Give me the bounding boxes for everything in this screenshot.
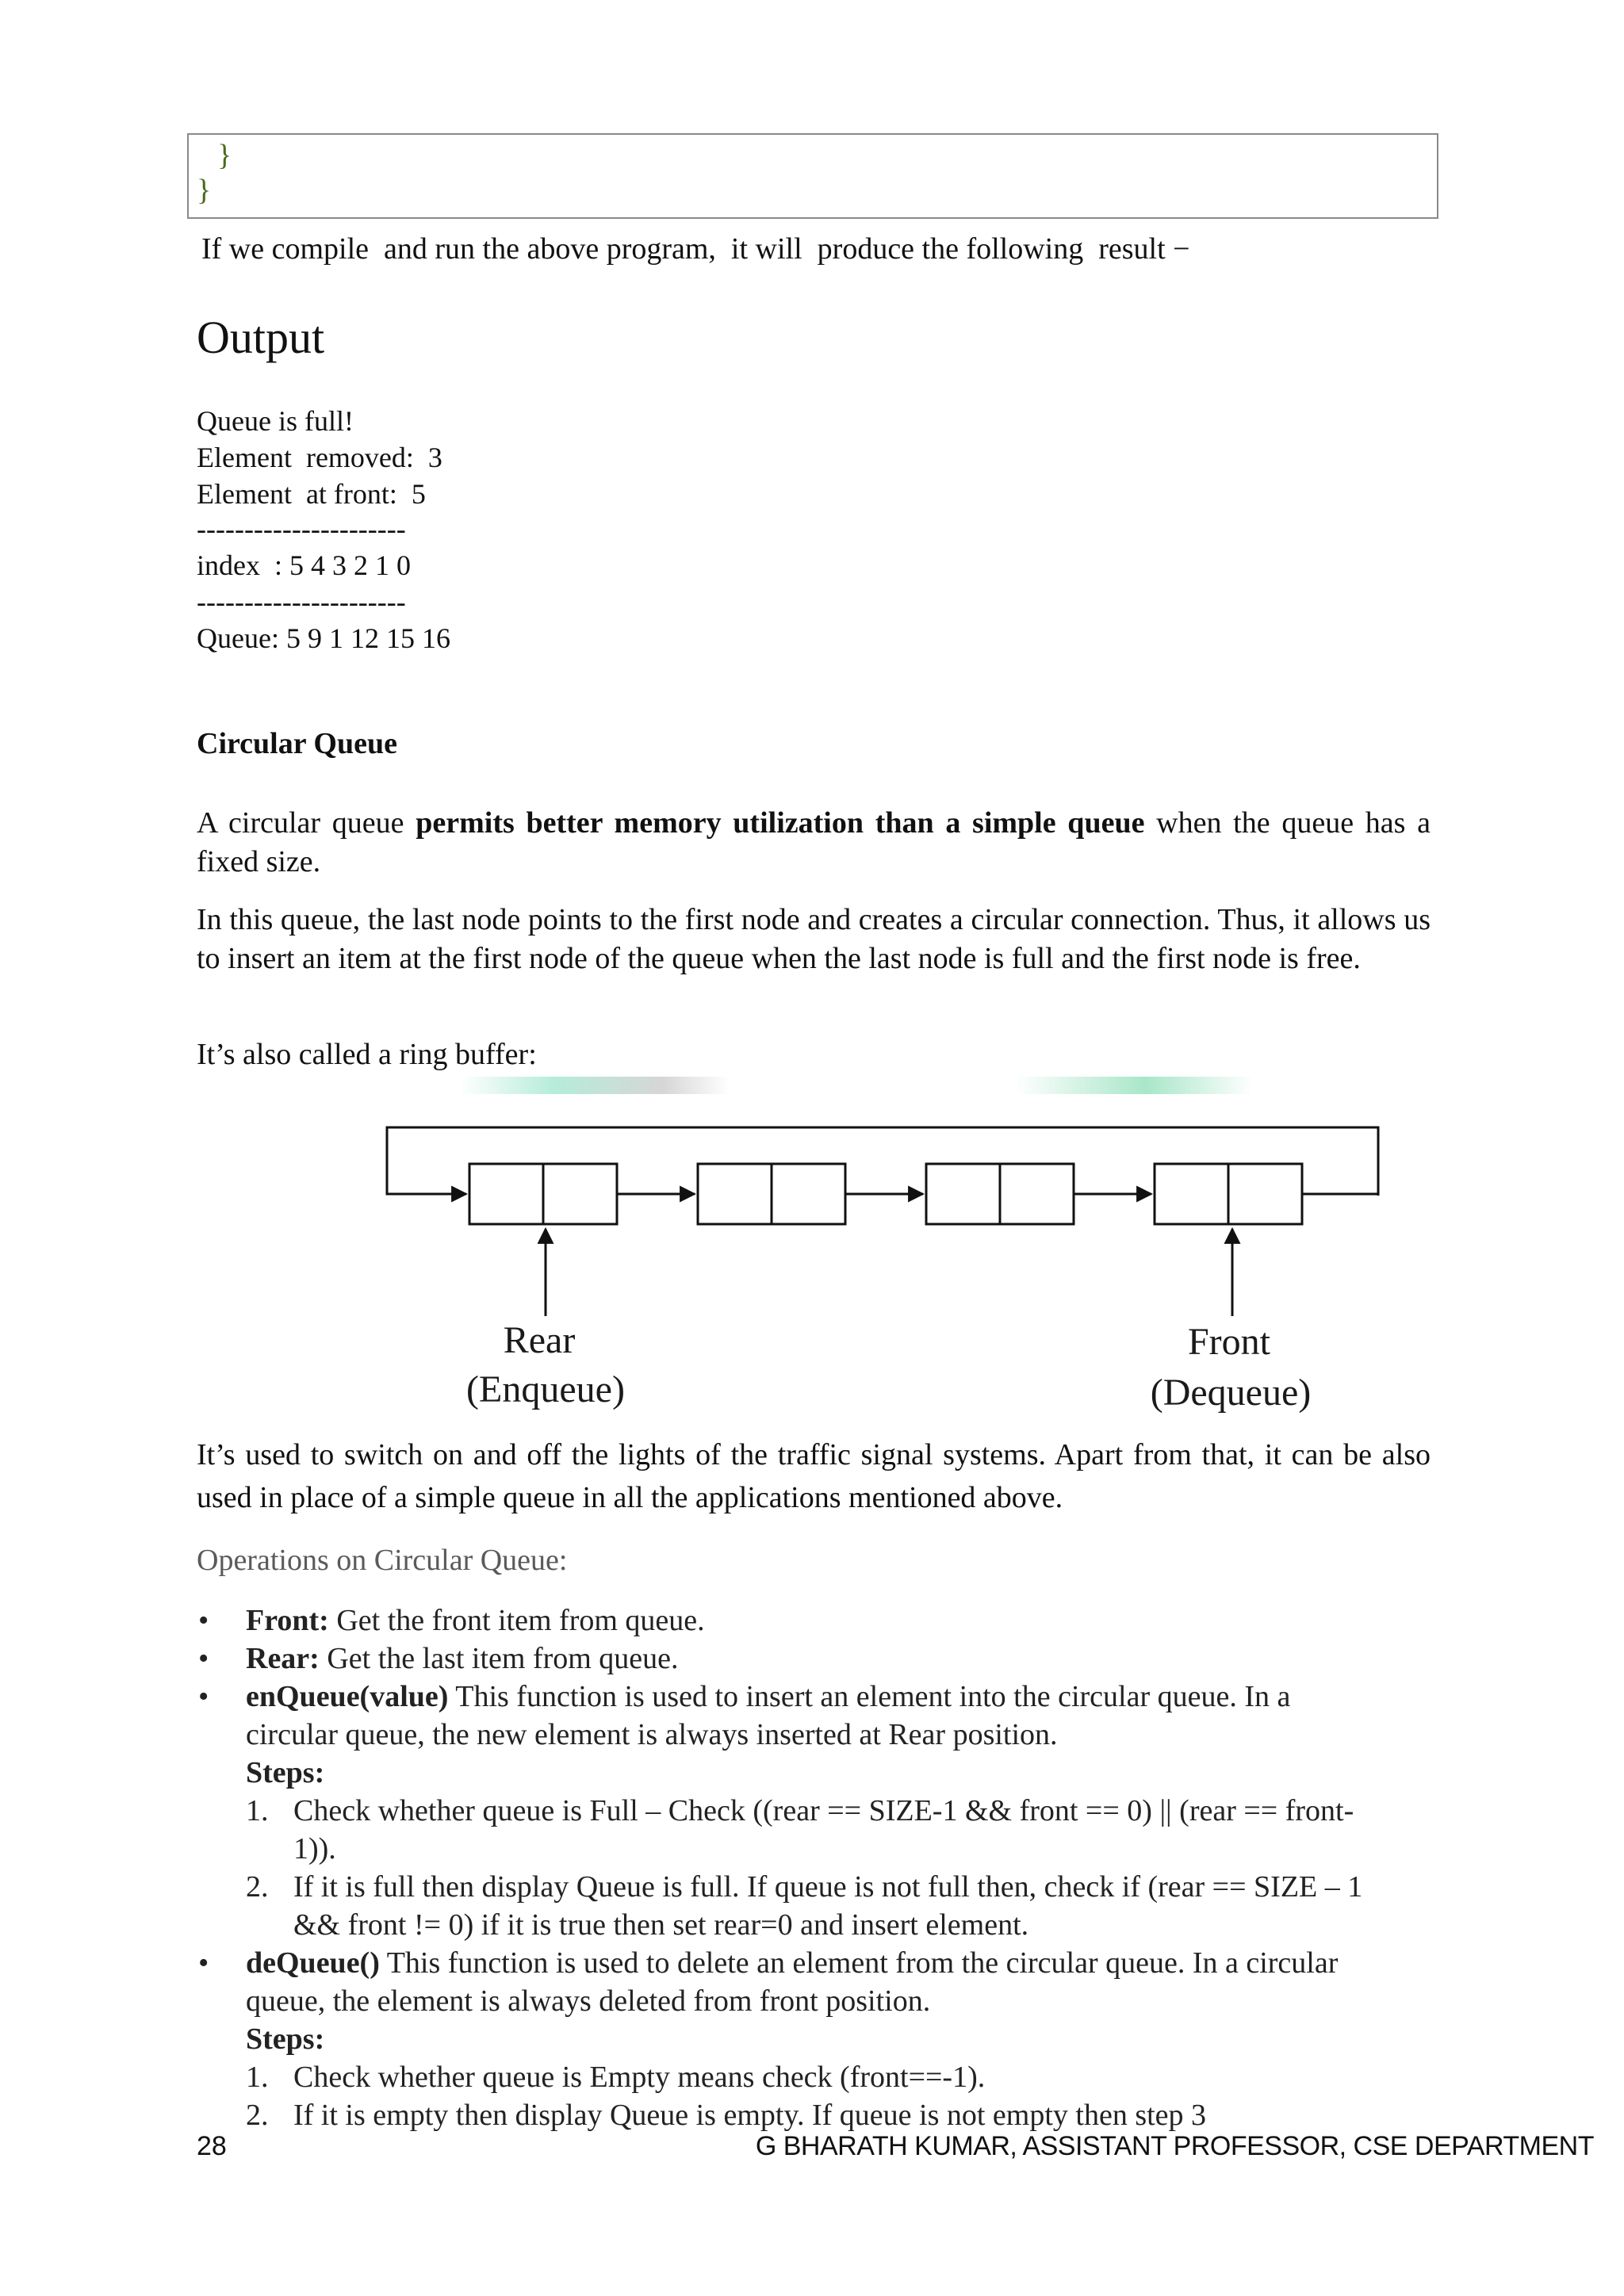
operations-heading: Operations on Circular Queue: [197, 1544, 568, 1577]
step-number: 2. [246, 2099, 269, 2132]
circular-paragraph-2: In this queue, the last node points to the first node and creates a circular connection. Thus, it allows us to insert an item at the first node of the queue when the last node is full and the first node is free. [197, 903, 1431, 975]
p1-bold: permits better memory utilization than a simple queue [416, 806, 1145, 840]
output-line-2: Element removed: 3 [197, 442, 442, 473]
circular-paragraph-3: It’s also called a ring buffer: [197, 1038, 537, 1071]
p1-end: when the queue has a fixed size. [197, 806, 1431, 878]
step-number: 1. [246, 1794, 269, 1827]
dequeue-steps-label: Steps: [246, 2022, 325, 2056]
enqueue-step-1 [246, 1792, 1380, 1868]
op-front-text: Get the front item from queue. [328, 1604, 705, 1637]
queue-node-4 [1155, 1164, 1302, 1224]
step-number: 1. [246, 2061, 269, 2094]
output-line-1: Queue is full! [197, 405, 354, 437]
p1-start: A circular queue [197, 806, 416, 840]
op-dequeue-text: This function is used to delete an element from the circular queue. In a circular queue, the element is always deleted from front position. [246, 1946, 1339, 2018]
front-label: Front [1187, 1321, 1271, 1363]
bullet-dot: • [198, 1946, 209, 1980]
front-sub-label: (Dequeue) [1150, 1372, 1312, 1414]
code-brace-inner: } [217, 139, 232, 172]
footer-author: G BHARATH KUMAR, ASSISTANT PROFESSOR, CSE DEPARTMENT [755, 2131, 1594, 2161]
queue-node-3 [926, 1164, 1074, 1224]
output-line-7: Queue: 5 9 1 12 15 16 [197, 622, 450, 654]
op-item-enqueue [197, 1678, 1380, 1944]
op-item-dequeue [197, 1944, 1380, 2134]
enqueue-step-1-text: Check whether queue is Full – Check ((rear == SIZE-1 && front == 0) || (rear == front-1)). [293, 1794, 1354, 1866]
op-rear-text: Get the last item from queue. [319, 1642, 679, 1675]
op-front-label: Front: [246, 1604, 329, 1637]
op-item-rear [197, 1640, 1442, 1678]
queue-node-2 [698, 1164, 845, 1224]
enqueue-step-2-text: If it is full then display Queue is full. If queue is not full then, check if (rear == SIZE – 1 && front != 0) if it is true then set rear=0 and insert element. [293, 1870, 1363, 1942]
output-line-4: ---------------------- [197, 513, 406, 545]
scan-smudge-left [460, 1077, 730, 1094]
intro-line: If we compile and run the above program, it will produce the following result − [201, 232, 1190, 266]
page-number: 28 [197, 2131, 227, 2161]
output-line-5: index : 5 4 3 2 1 0 [197, 549, 411, 581]
queue-node-1 [469, 1164, 617, 1224]
ring-buffer-diagram [349, 1062, 1396, 1435]
op-enqueue-text: This function is used to insert an element into the circular queue. In a circular queue, the new element is always inserted at Rear position. [246, 1680, 1291, 1751]
step-number: 2. [246, 1870, 269, 1904]
dequeue-step-2-text: If it is empty then display Queue is empty. If queue is not empty then step 3 [293, 2099, 1207, 2132]
dequeue-step-1-text: Check whether queue is Empty means check (front==-1). [293, 2061, 986, 2094]
circular-paragraph-1 [197, 804, 1431, 882]
operations-list [197, 1601, 1442, 2134]
rear-sub-label: (Enqueue) [466, 1368, 625, 1410]
bullet-dot: • [198, 1642, 209, 1675]
output-line-3: Element at front: 5 [197, 478, 426, 510]
dequeue-step-2 [246, 2096, 1380, 2134]
code-brace-outer: } [197, 174, 212, 207]
code-box [187, 133, 1438, 219]
op-rear-label: Rear: [246, 1642, 320, 1675]
dequeue-step-1 [246, 2058, 1380, 2096]
enqueue-steps-label: Steps: [246, 1756, 325, 1789]
output-heading: Output [197, 312, 325, 363]
rear-label: Rear [503, 1319, 576, 1361]
op-enqueue-label: enQueue(value) [246, 1680, 449, 1713]
output-line-6: ---------------------- [197, 586, 406, 618]
bullet-dot: • [198, 1680, 209, 1713]
op-item-front [197, 1601, 1442, 1640]
enqueue-step-2 [246, 1868, 1380, 1944]
op-dequeue-label: deQueue() [246, 1946, 380, 1980]
circular-queue-heading: Circular Queue [197, 727, 397, 760]
circular-paragraph-4: It’s used to switch on and off the lights of the traffic signal systems. Apart from that, it can be also used in place of a simple queue in all the applications mentioned above. [197, 1438, 1431, 1514]
scan-smudge-right [1015, 1077, 1253, 1094]
bullet-dot: • [198, 1604, 209, 1637]
